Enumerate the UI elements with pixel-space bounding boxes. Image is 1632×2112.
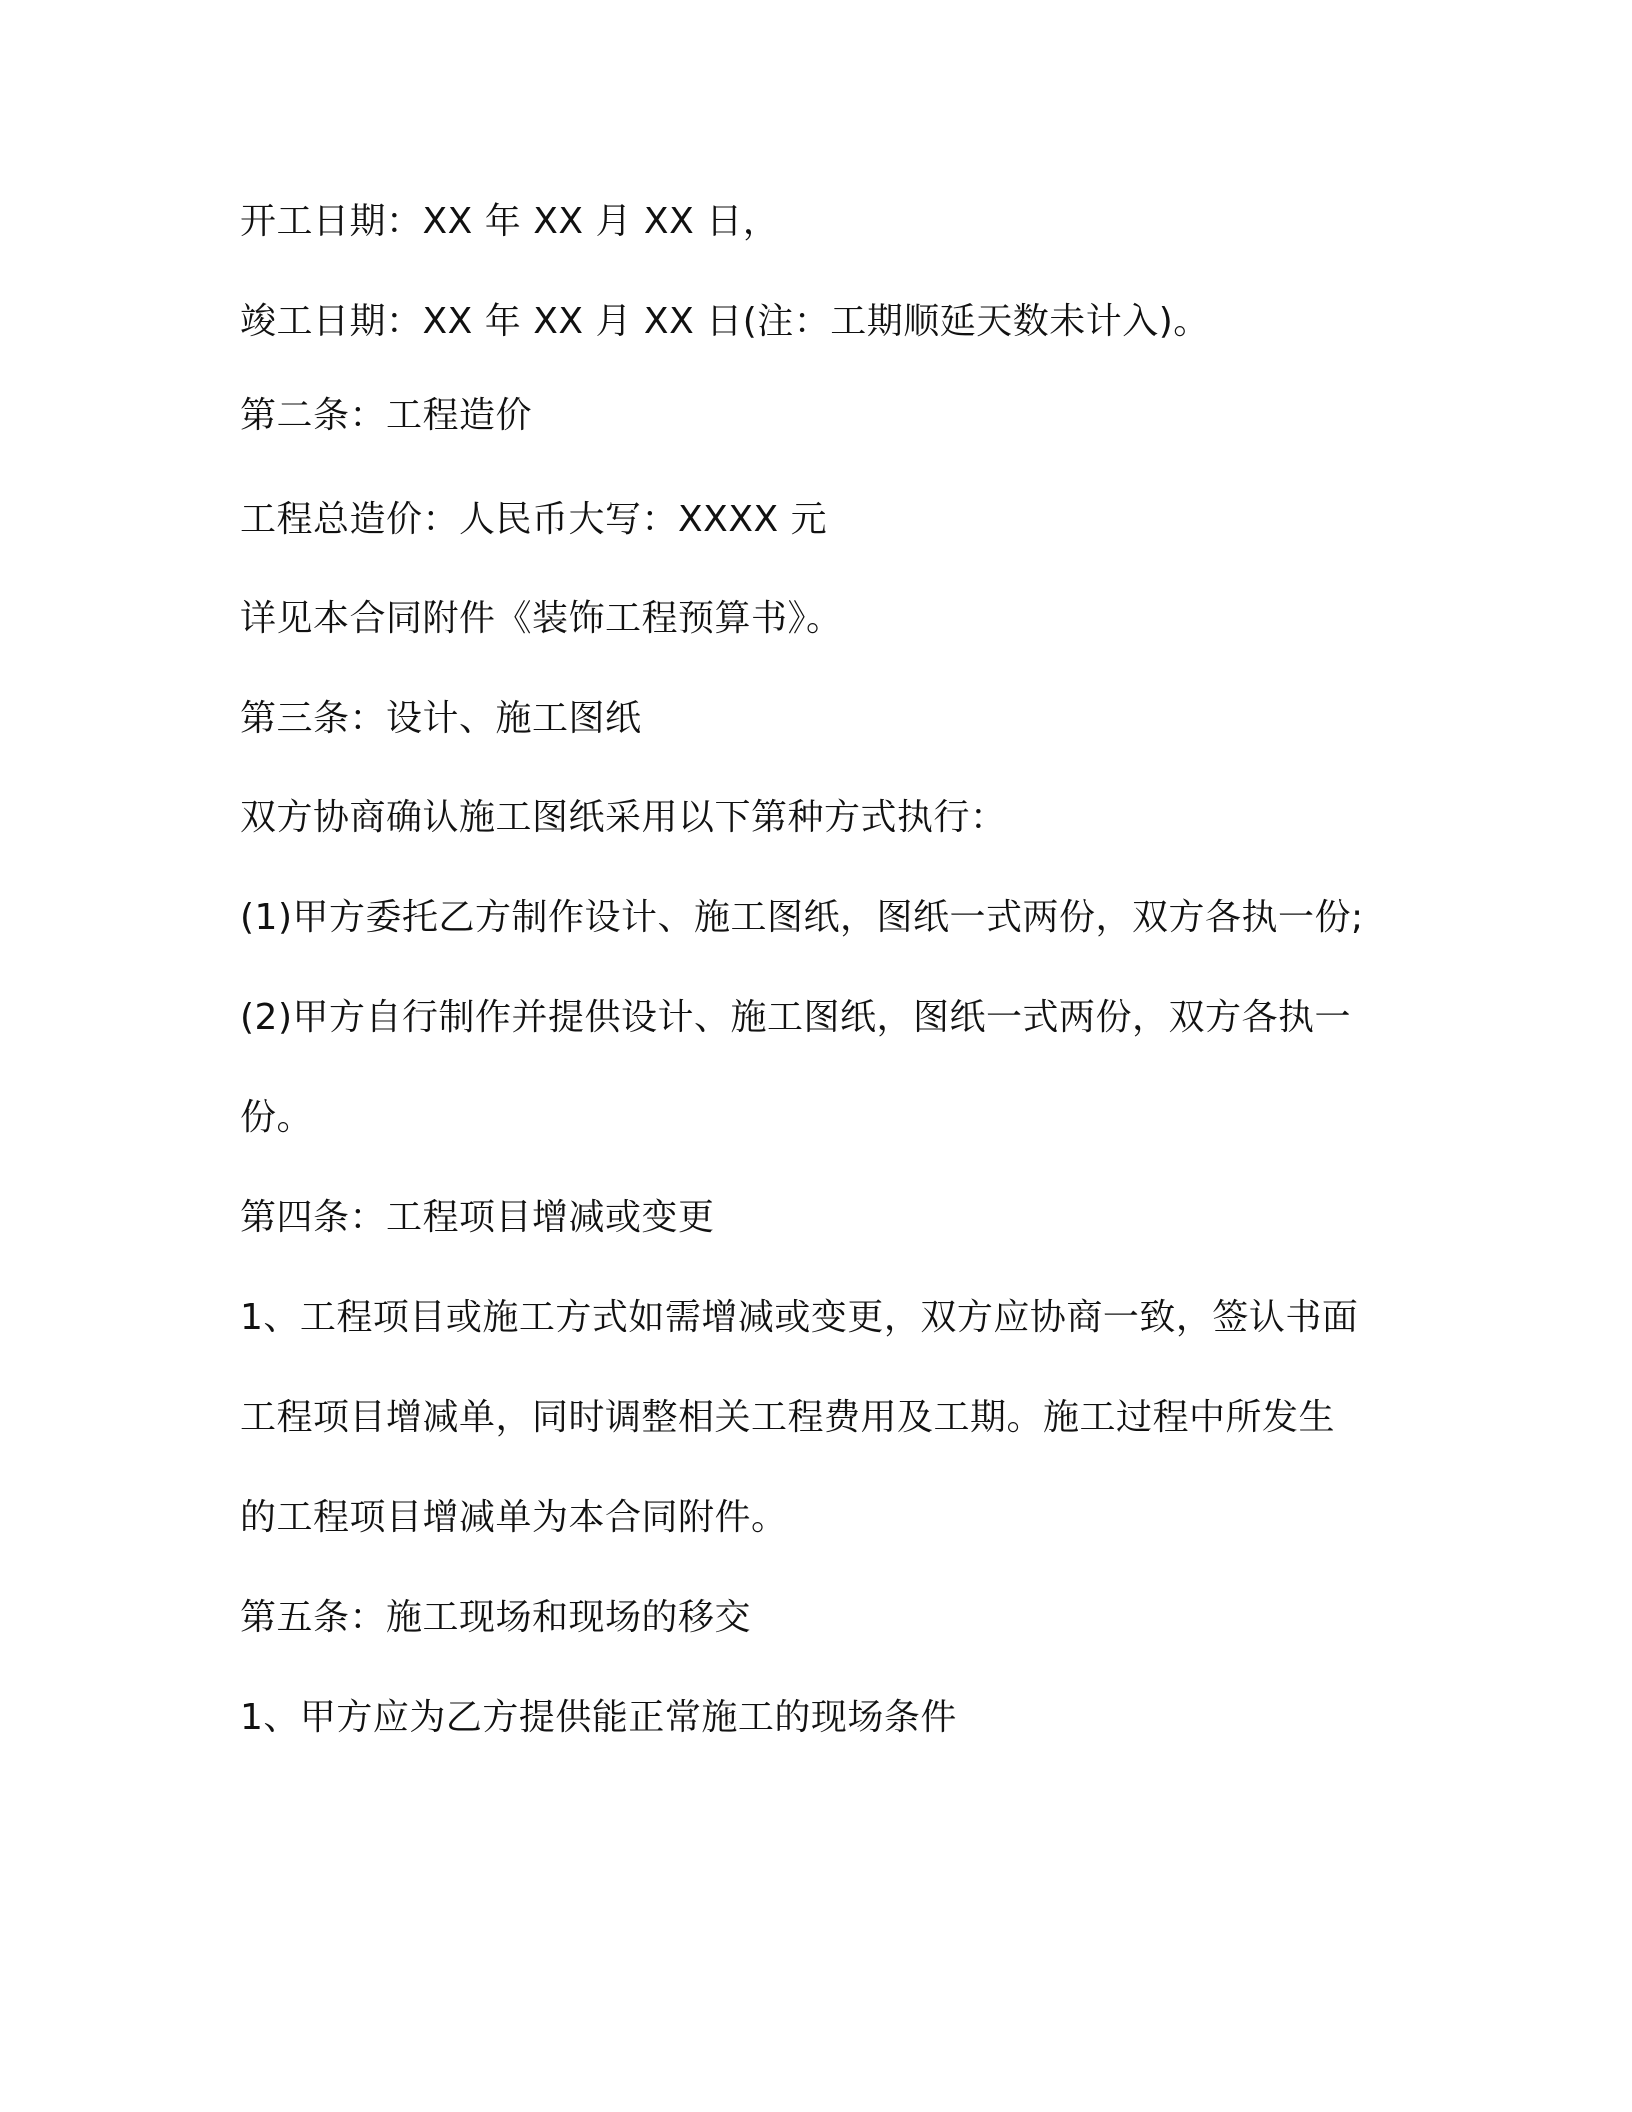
site-clause-line-1: 1、甲方应为乙方提供能正常施工的现场条件 xyxy=(240,1697,957,1738)
drawing-option-1: (1)甲方委托乙方制作设计、施工图纸，图纸一式两份，双方各执一份; xyxy=(240,897,1364,938)
drawing-method-intro: 双方协商确认施工图纸采用以下第种方式执行： xyxy=(240,797,1007,838)
article-5-heading: 第五条：施工现场和现场的移交 xyxy=(240,1597,752,1638)
start-date-line: 开工日期：XX 年 XX 月 XX 日， xyxy=(240,201,780,242)
article-3-heading: 第三条：设计、施工图纸 xyxy=(240,698,642,739)
article-4-heading: 第四条：工程项目增减或变更 xyxy=(240,1197,715,1238)
completion-date-line: 竣工日期：XX 年 XX 月 XX 日(注：工期顺延天数未计入)。 xyxy=(240,301,1210,342)
change-clause-line-1: 1、工程项目或施工方式如需增减或变更，双方应协商一致，签认书面 xyxy=(240,1297,1359,1338)
article-2-heading: 第二条：工程造价 xyxy=(240,395,533,436)
change-clause-line-2: 工程项目增减单，同时调整相关工程费用及工期。施工过程中所发生 xyxy=(240,1397,1336,1438)
drawing-option-2: (2)甲方自行制作并提供设计、施工图纸，图纸一式两份，双方各执一 xyxy=(240,997,1351,1038)
total-cost-line: 工程总造价：人民币大写：XXXX 元 xyxy=(240,499,828,540)
change-clause-line-3: 的工程项目增减单为本合同附件。 xyxy=(240,1497,788,1538)
drawing-option-2-continued: 份。 xyxy=(240,1097,314,1138)
budget-reference-line: 详见本合同附件《装饰工程预算书》。 xyxy=(240,598,843,639)
